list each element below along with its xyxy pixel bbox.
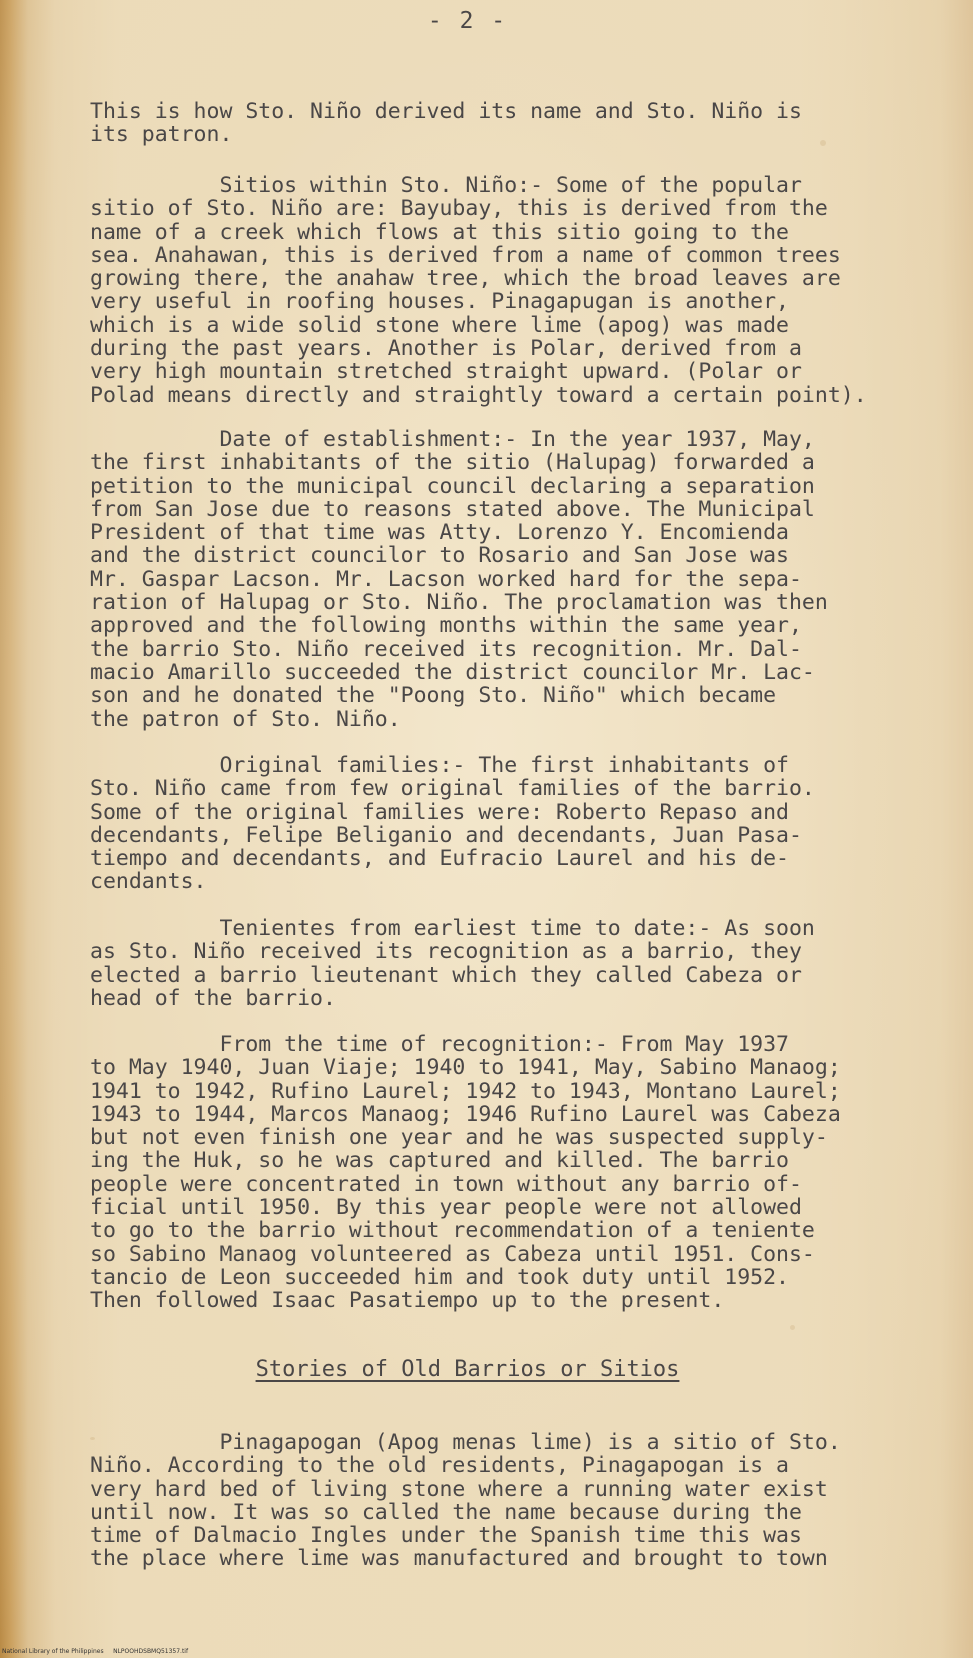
- paragraph-recognition: From the time of recognition:- From May 1937 to May 1940, Juan Viaje; 1940 to 1941, May, Sabino Manaog; 1941 to 1942, Rufino Laurel; 1942 to 1943, Montano Laurel; 1943 to 1944, Marcos Manaog; 1946 Rufino Laurel was Cabeza but not even finish one year and he was suspected supply- ing the Huk, so he was captured and killed. The barrio people were concentrated in town without any barrio of- ficial until 1950. By this year people were not allowed to go to the barrio without recommendation of a teniente so Sabino Manaog volunteered as Cabeza until 1951. Cons- tancio de Leon succeeded him and took duty until 1952. Then followed Isaac Pasatiempo up to the present.: [90, 1032, 841, 1314]
- paragraph-pinagapogan: Pinagapogan (Apog menas lime) is a sitio of Sto. Niño. According to the old residents, Pinagapogan is a very hard bed of living stone where a running water exist until now. It was so called the name because during the time of Dalmacio Ingles under the Spanish time this was the place where lime was manufactured and brought to town: [90, 1430, 841, 1572]
- paragraph-sitios: Sitios within Sto. Niño:- Some of the popular sitio of Sto. Niño are: Bayubay, this is derived from the name of a creek which flows at this sitio going to the sea. Anahawan, this is derived from a name of common trees growing there, the anahaw tree, which the broad leaves are very useful in roofing houses. Pinagapugan is another, which is a wide solid stone where lime (apog) was made during the past years. Another is Polar, derived from a very high mountain stretched straight upward. (Polar or Polad means directly and straightly toward a certain point).: [90, 173, 867, 408]
- section-heading: Stories of Old Barrios or Sitios: [255, 1357, 680, 1382]
- paragraph-establishment: Date of establishment:- In the year 1937, May, the first inhabitants of the sitio (Halupag) forwarded a petition to the municipal council declaring a separation from San Jose due to reasons stated above. The Municipal President of that time was Atty. Lorenzo Y. Encomienda and the district councilor to Rosario and San Jose was Mr. Gaspar Lacson. Mr. Lacson worked hard for the sepa- ration of Halupag or Sto. Niño. The proclamation was then approved and the following months within the same year, the barrio Sto. Niño received its recognition. Mr. Dal- macio Amarillo succeeded the district councilor Mr. Lac- son and he donated the "Poong Sto. Niño" which became the patron of Sto. Niño.: [90, 427, 828, 732]
- paragraph-tenientes: Tenientes from earliest time to date:- As soon as Sto. Niño received its recognition as a barrio, they elected a barrio lieutenant which they called Cabeza or head of the barrio.: [90, 916, 815, 1011]
- archive-footer-label: National Library of the Philippines NLPOOHDSBMQ51357.tif: [2, 1648, 189, 1655]
- paragraph-original-families: Original families:- The first inhabitants of Sto. Niño came from few original families of the barrio. Some of the original families were: Roberto Repaso and decendants, Felipe Beliganio and decendants, Juan Pasa- tiempo and decendants, and Eufracio Laurel and his de- cendants.: [90, 753, 815, 895]
- paragraph-name-origin: This is how Sto. Niño derived its name and Sto. Niño is its patron.: [90, 99, 802, 148]
- paper-stain: [790, 1325, 795, 1330]
- page-number: - 2 -: [427, 8, 508, 34]
